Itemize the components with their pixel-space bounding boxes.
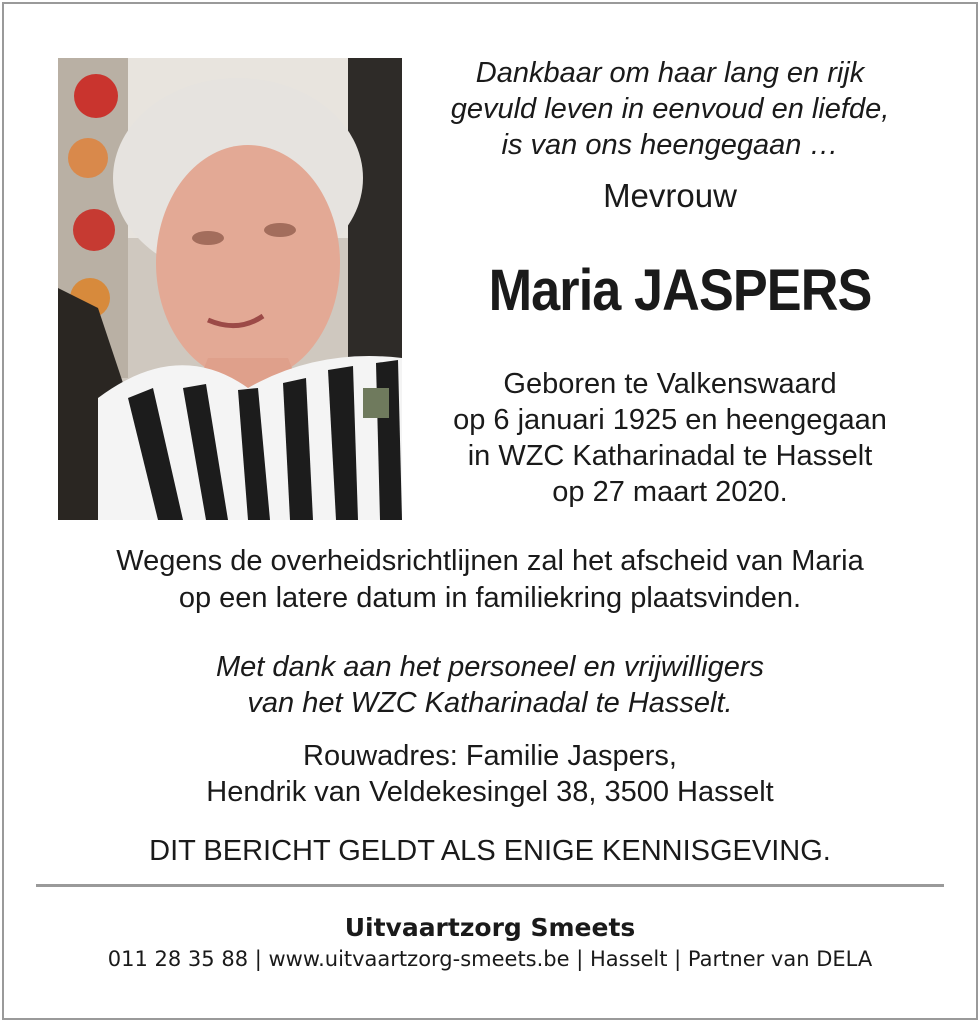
thanks-line: van het WZC Katharinadal te Hasselt. bbox=[247, 687, 733, 719]
funeral-company-name: Uitvaartzorg Smeets bbox=[344, 913, 636, 942]
notice-line: op een latere datum in familiekring plaatsvinden. bbox=[178, 582, 802, 614]
intro-line: is van ons heengegaan … bbox=[501, 129, 839, 161]
thanks-line: Met dank aan het personeel en vrijwilligers bbox=[215, 651, 765, 683]
birth-death-details bbox=[410, 366, 930, 510]
intro-line: Dankbaar om haar lang en rijk bbox=[475, 57, 865, 89]
deceased-name: Maria JASPERS bbox=[488, 258, 872, 323]
intro-line: gevuld leven in eenvoud en liefde, bbox=[450, 93, 890, 125]
birth-line: op 6 januari 1925 en heengegaan bbox=[453, 404, 887, 436]
footer-divider bbox=[36, 884, 944, 887]
notice-line: Wegens de overheidsrichtlijnen zal het afscheid van Maria bbox=[116, 545, 864, 577]
birth-line: in WZC Katharinadal te Hasselt bbox=[467, 440, 873, 472]
farewell-notice bbox=[40, 543, 940, 617]
birth-line: Geboren te Valkenswaard bbox=[503, 368, 837, 400]
announcement-statement: DIT BERICHT GELDT ALS ENIGE KENNISGEVING. bbox=[149, 835, 831, 867]
birth-line: op 27 maart 2020. bbox=[552, 476, 788, 508]
intro-text bbox=[410, 55, 930, 163]
portrait-photo bbox=[58, 58, 402, 520]
honorific: Mevrouw bbox=[603, 177, 737, 214]
address-line: Rouwadres: Familie Jaspers, bbox=[303, 740, 677, 772]
address-line: Hendrik van Veldekesingel 38, 3500 Hasselt bbox=[206, 776, 774, 808]
mourning-address bbox=[40, 738, 940, 810]
funeral-company-contact: 011 28 35 88 | www.uitvaartzorg-smeets.be | Hasselt | Partner van DELA bbox=[107, 947, 873, 971]
thanks-text bbox=[40, 649, 940, 721]
